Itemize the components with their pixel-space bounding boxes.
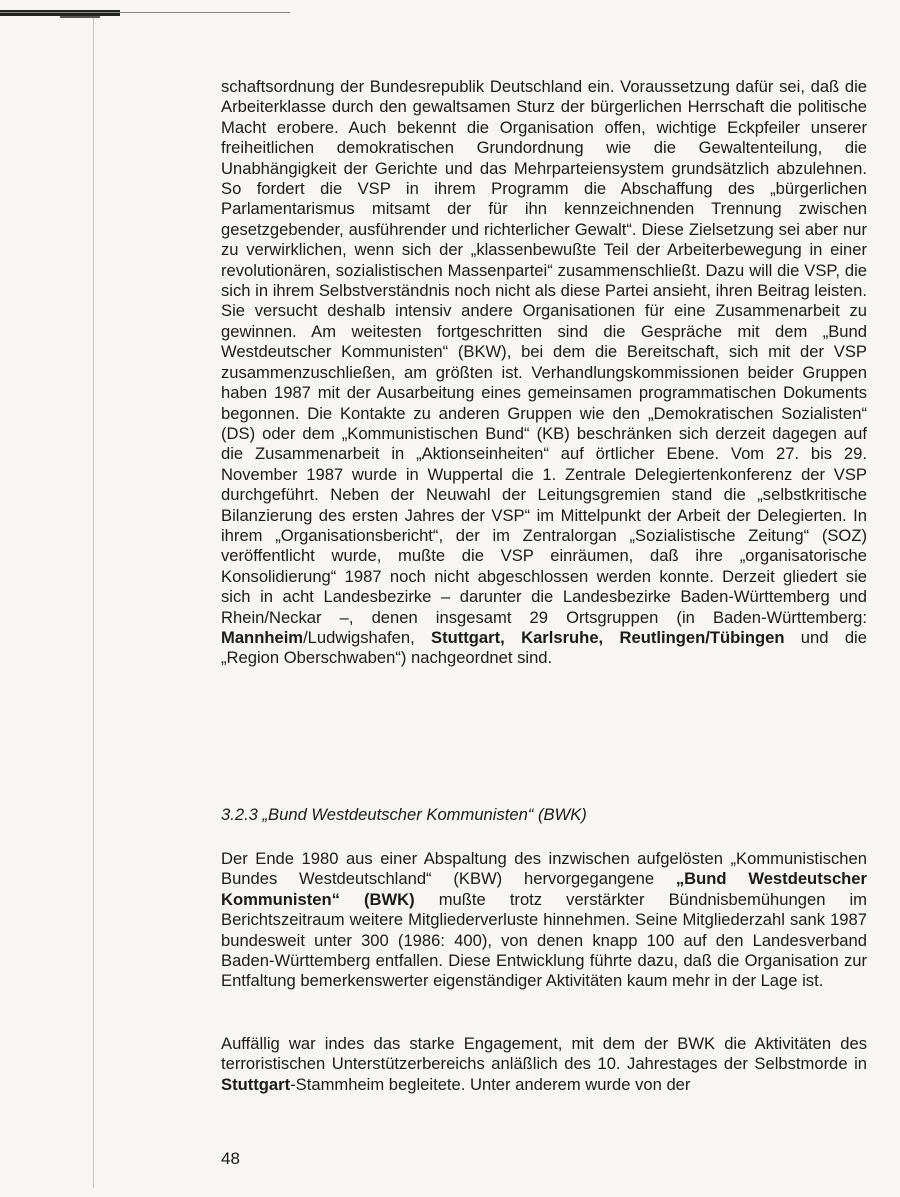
bold-run: Stuttgart — [221, 1074, 291, 1094]
bold-run: „Bund Westdeutscher Kommunisten“ (BWK) — [221, 869, 867, 909]
body-paragraph-2 — [221, 849, 867, 992]
body-paragraph-3 — [221, 1034, 867, 1095]
bold-run: Stuttgart, Karlsruhe, Reutlingen/Tübingen — [431, 627, 785, 647]
body-paragraph-1 — [221, 77, 867, 669]
text-run: und die „Region Oberschwaben“) nachgeordnet sind. — [221, 627, 867, 668]
section-heading: 3.2.3 „Bund Westdeutscher Kommunisten“ (BWK) — [221, 805, 587, 824]
text-run: mußte trotz verstärkter Bündnisbemühungen im Berichtszeitraum weitere Mitgliederverluste hinnehmen. Seine Mitgliederzahl sank 1987 bundesweit unter 300 (1986: 400), von denen knapp 100 auf den Landesverband Baden-Württemberg entfallen. Diese Entwicklung führte dazu, daß die Organisation zur Entfaltung bemerkenswerter eigenständiger Aktivitäten kaum mehr in der Lage ist. — [221, 889, 867, 991]
scan-edge-mark-small — [60, 16, 100, 18]
scan-top-line — [0, 12, 290, 13]
text-run: /Ludwigshafen, — [303, 627, 432, 647]
page-fold-line — [93, 18, 94, 1188]
page-number: 48 — [221, 1149, 240, 1168]
text-run: schaftsordnung der Bundesrepublik Deutschland ein. Voraussetzung dafür sei, daß die Arbeiterklasse durch den gewaltsamen Sturz der bürgerlichen Herrschaft die politische Macht erobere. Auch bekennt die Organisation offen, wichtige Eckpfeiler unserer freiheitlichen demokratischen Grundordnung wie die Gewaltenteilung, die Unabhängigkeit der Gerichte und das Mehrparteiensystem grundsätzlich abzulehnen. So fordert die VSP in ihrem Programm die Abschaffung des „bürgerlichen Parlamentarismus mitsamt der für ihn kennzeichnenden Trennung zwischen gesetzgebender, ausführender und richterlicher Gewalt“. Diese Zielsetzung sei aber nur zu verwirklichen, wenn sich der „klassenbewußte Teil der Arbeiterbewegung in einer revolutionären, sozialistischen Massenpartei“ zusammenschließt. Dazu will die VSP, die sich in ihrem Selbstverständnis noch nicht als diese Partei ansieht, ihren Beitrag leisten. Sie versucht deshalb intensiv andere Organisationen für eine Zusammenarbeit zu gewinnen. Am weitesten fortgeschritten sind die Gespräche mit dem „Bund Westdeutscher Kommunisten“ (BKW), bei dem die Bereitschaft, sich mit der VSP zusammenzuschließen, am größten ist. Verhandlungskommissionen beider Gruppen haben 1987 mit der Ausarbeitung eines gemeinsamen programmatischen Dokuments begonnen. Die Kontakte zu anderen Gruppen wie den „Demokratischen Sozialisten“ (DS) oder dem „Kommunistischen Bund“ (KB) beschränken sich derzeit dagegen auf die Zusammenarbeit in „Aktionseinheiten“ auf örtlicher Ebene. Vom 27. bis 29. November 1987 wurde in Wuppertal die 1. Zentrale Delegiertenkonferenz der VSP durchgeführt. Neben der Neuwahl der Leitungsgremien stand die „selbstkritische Bilanzierung des ersten Jahres der VSP“ im Mittelpunkt der Arbeit der Delegierten. In ihrem „Organisationsbericht“, der im Zentralorgan „Sozialistische Zeitung“ (SOZ) veröffentlicht wurde, mußte die VSP einräumen, daß ihre „organisatorische Konsolidierung“ 1987 noch nicht abgeschlossen werden konnte. Derzeit gliedert sie sich in acht Landesbezirke – darunter die Landesbezirke Baden-Württemberg und Rhein/Neckar –, denen insgesamt 29 Ortsgruppen (in Baden-Württemberg: — [221, 77, 867, 627]
bold-run: Mannheim — [221, 627, 304, 647]
text-run: Der Ende 1980 aus einer Abspaltung des inzwischen aufgelösten „Kommunistischen Bundes Westdeutschland“ (KBW) hervorgegangene — [221, 849, 867, 889]
text-run: -Stammheim begleitete. Unter anderem wurde von der — [290, 1074, 691, 1094]
text-run: Auffällig war indes das starke Engagement, mit dem der BWK die Aktivitäten des terroristischen Unterstützerbereichs anläßlich des 10. Jahrestages der Selbstmorde in — [221, 1034, 867, 1074]
